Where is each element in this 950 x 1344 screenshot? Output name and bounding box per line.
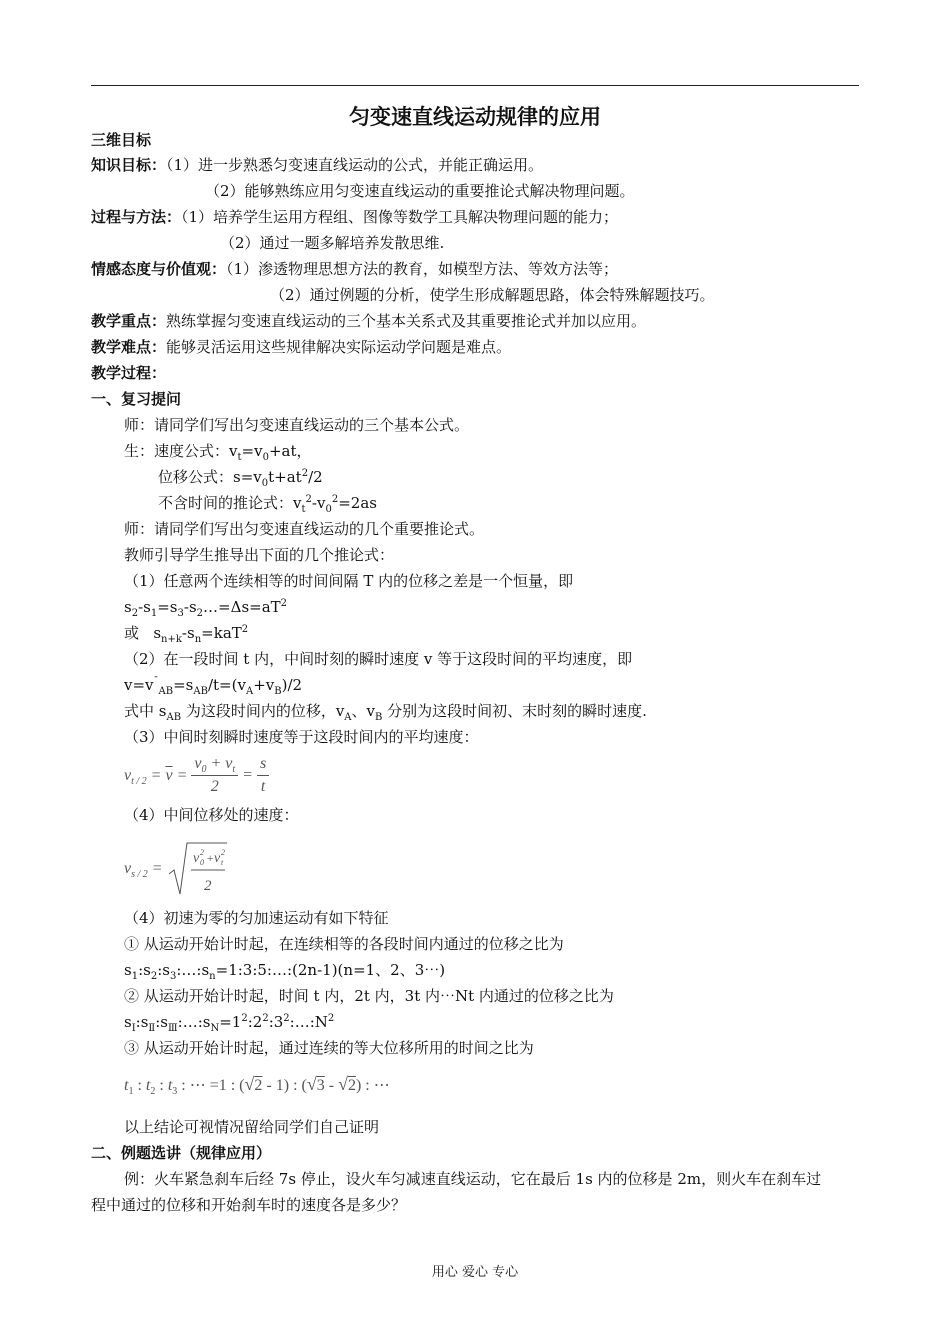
mid-displacement-velocity-formula: $v_{s / 2}$ = v 0 2 + v t 2 2 (124, 840, 229, 898)
inference-1-formula: $s_2-s_1=s_3-s_2\dots=\Delta s=aT^2$ (124, 598, 288, 619)
velocity-formula-line (124, 441, 312, 461)
knowledge-goal (91, 155, 543, 175)
timeless-formula-line (158, 493, 377, 513)
emotion-goal (91, 259, 618, 279)
svg-text:2: 2 (199, 848, 204, 857)
svg-text:2: 2 (220, 848, 225, 857)
process-label: 过程与方法： (91, 208, 182, 226)
header-rule (91, 85, 859, 86)
process-item-1: （1）培养学生运用方程组、图像等数学工具解决物理问题的能力； (181, 208, 619, 226)
inference-5: （4）初速为零的匀加速运动有如下特征 (124, 909, 389, 927)
displacement-formula-line (158, 467, 323, 487)
svg-text:+: + (205, 851, 214, 865)
time-ratio-formula: $t_1$ : $t_2$ : $t_3$ : ⋯ =1 : (√2 - 1) : (√3 - √2) : ⋯ (124, 1074, 390, 1098)
knowledge-item-2: （2）能够熟练应用匀变速直线运动的重要推论式解决物理问题。 (205, 182, 635, 200)
key-point (91, 311, 646, 331)
key-point-label: 教学重点： (91, 312, 167, 330)
feature-3: ③ 从运动开始计时起，通过连续的等大位移所用的时间之比为 (124, 1039, 534, 1057)
difficulty-label: 教学难点： (91, 338, 167, 356)
svg-text:v: v (192, 851, 199, 866)
displacement-formula: $s=v_0t+at^2/2$ (233, 468, 323, 489)
svg-text:0: 0 (199, 858, 204, 867)
or-label: 或 (124, 624, 140, 642)
knowledge-label: 知识目标： (91, 156, 167, 174)
inference-3: （3）中间时刻瞬时速度等于这段时间内的平均速度： (124, 728, 479, 746)
difficulty (91, 337, 511, 357)
teacher-guide: 教师引导学生推导出下面的几个推论式： (124, 546, 395, 564)
emotion-item-1: （1）渗透物理思想方法的教育，如模型方法、等效方法等； (226, 260, 619, 278)
goals-heading: 三维目标 (91, 131, 152, 149)
teacher-question-2: 师：请同学们写出匀变速直线运动的几个重要推论式。 (124, 520, 485, 538)
section1-heading: 一、复习提问 (91, 390, 182, 408)
inference-1-formula-2: $s_{n+k}-s_n=kaT^2$ (153, 624, 249, 645)
svg-text:v: v (213, 851, 220, 866)
feature-2: ② 从运动开始计时起，时间 t 内，2t 内，3t 内⋯Nt 内通过的位移之比为 (124, 987, 614, 1005)
knowledge-item-1: （1）进一步熟悉匀变速直线运动的公式，并能正确运用。 (166, 156, 544, 174)
emotion-item-2: （2）通过例题的分析，使学生形成解题思路，体会特殊解题技巧。 (270, 286, 715, 304)
document-title: 匀变速直线运动规律的应用 (349, 105, 601, 129)
inference-4: （4）中间位移处的速度： (124, 806, 299, 824)
teacher-question-1: 师：请同学们写出匀变速直线运动的三个基本公式。 (124, 416, 470, 434)
inference-1-formula-2-line (124, 623, 248, 643)
inference-2-note: 式中 $s_{AB}$ 为这段时间内的位移，$v_A$、$v_B$ 分别为这段时间初、末时刻的瞬时速度. (124, 702, 647, 723)
svg-text:2: 2 (203, 878, 212, 894)
process-goal (91, 207, 618, 227)
key-point-text: 熟练掌握匀变速直线运动的三个基本关系式及其重要推论式并加以应用。 (166, 312, 647, 330)
conclusion: 以上结论可视情况留给同学们自己证明 (124, 1118, 380, 1136)
feature-1: ① 从运动开始计时起，在连续相等的各段时间内通过的位移之比为 (124, 935, 564, 953)
inference-1: （1）任意两个连续相等的时间间隔 T 内的位移之差是一个恒量，即 (124, 572, 574, 590)
sqrt-sign (167, 840, 229, 898)
difficulty-text: 能够灵活运用这些规律解决实际运动学问题是难点。 (166, 338, 512, 356)
inference-2: （2）在一段时间 t 内，中间时刻的瞬时速度 v 等于这段时间的平均速度，即 (124, 650, 633, 668)
velocity-formula: $v_t=v_0+at$， (229, 442, 312, 463)
example-line-2: 程中通过的位移和开始刹车时的速度各是多少？ (91, 1196, 407, 1214)
emotion-label: 情感态度与价值观： (91, 260, 227, 278)
inference-2-formula: $v=v^¯_{AB}=s_{AB}/t=(v_A+v_B)/2$ (124, 676, 303, 697)
svg-text:t: t (220, 858, 223, 867)
displacement-label: 位移公式： (158, 468, 234, 486)
feature-1-formula: $s_1:s_2:s_3:\dots:s_n=1:3:5:\dots:(2n-1)(n=1$、2、3⋯) (124, 961, 446, 982)
page-footer: 用心 爱心 专心 (431, 1265, 519, 1280)
timeless-formula: $v_t^2-v_0^2=2as$ (293, 494, 377, 515)
process-item-2: （2）通过一题多解培养发散思维. (220, 234, 445, 252)
process-heading: 教学过程： (91, 364, 167, 382)
mid-time-velocity-formula: $v_{t / 2} = \overline{v}$ = $\frac{v_0 + v_t}{2}$ = $\frac{s}{t}$ (124, 753, 269, 798)
section2-heading: 二、例题选讲（规律应用） (91, 1144, 272, 1162)
student-label: 生：速度公式： (124, 442, 230, 460)
timeless-label: 不含时间的推论式： (158, 494, 294, 512)
example-line-1: 例：火车紧急刹车后经 7s 停止，设火车匀减速直线运动，它在最后 1s 内的位移是 2m，则火车在刹车过 (124, 1170, 822, 1188)
feature-2-formula: $s_Ⅰ:s_Ⅱ:s_Ⅲ:\dots:s_N=1^2:2^2:3^2:\dots:N^2$ (124, 1013, 335, 1034)
